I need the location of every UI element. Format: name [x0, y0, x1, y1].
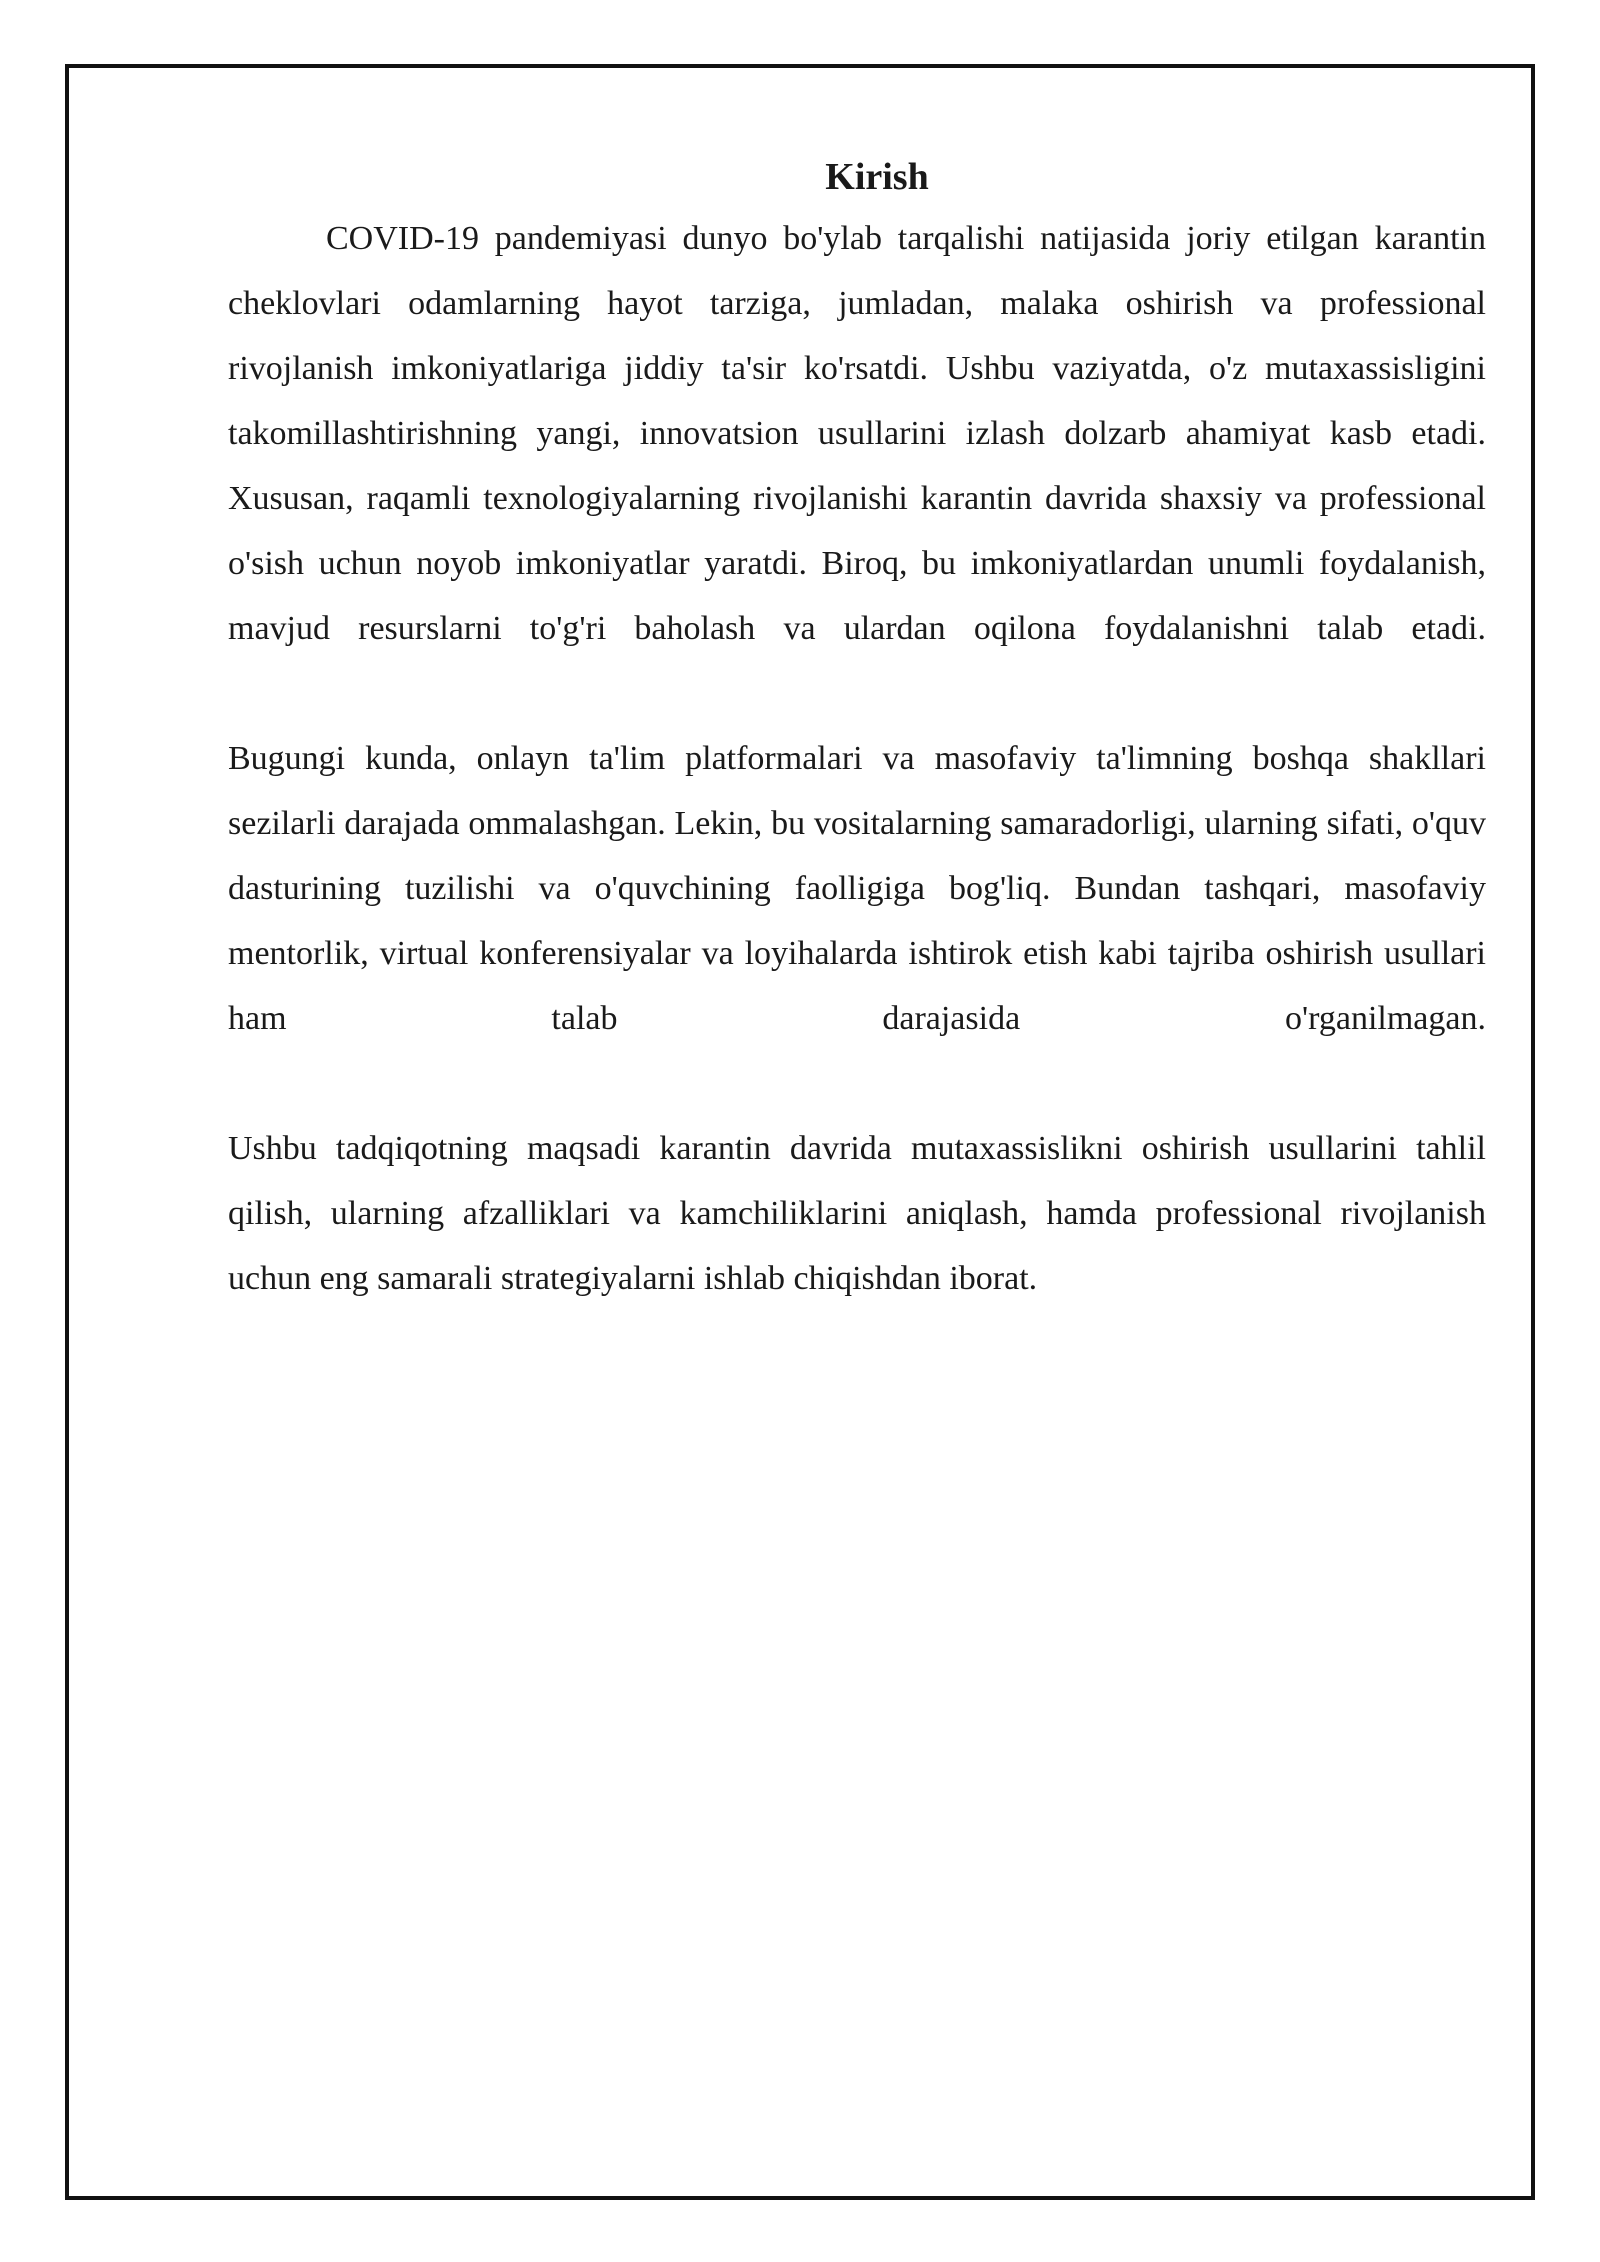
- paragraph-research-goal: Ushbu tadqiqotning maqsadi karantin davrida mutaxassislikni oshirish usullarini tahlil qilish, ularning afzalliklari va kamchiliklarini aniqlash, hamda professional rivojlanish uchun eng samarali strategiyalarni ishlab chiqishdan iborat.: [228, 1130, 1486, 1297]
- paragraph-intro: COVID-19 pandemiyasi dunyo bo'ylab tarqalishi natijasida joriy etilgan karantin cheklovlari odamlarning hayot tarziga, jumladan, malaka oshirish va professional rivojlanish imkoniyatlariga jiddiy ta'sir ko'rsatdi. Ushbu vaziyatda, o'z mutaxassisligini takomillashtirishning yangi, innovatsion usullarini izlash dolzarb ahamiyat kasb etadi. Xususan, raqamli texnologiyalarning rivojlanishi karantin davrida shaxsiy va professional o'sish uchun noyob imkoniyatlar yaratdi. Biroq, bu imkoniyatlardan unumli foydalanish, mavjud resurslarni to'g'ri baholash va ulardan oqilona foydalanishni talab etadi.: [228, 220, 1486, 647]
- paragraph-spacer: [228, 1051, 1486, 1116]
- document-title: Kirish: [825, 156, 929, 198]
- paragraph-spacer: [228, 661, 1486, 726]
- document-body: [228, 148, 1486, 1311]
- paragraph-online-learning: Bugungi kunda, onlayn ta'lim platformalari va masofaviy ta'limning boshqa shakllari sezilarli darajada ommalashgan. Lekin, bu vositalarning samaradorligi, ularning sifati, o'quv dasturining tuzilishi va o'quvchining faolligiga bog'liq. Bundan tashqari, masofaviy mentorlik, virtual konferensiyalar va loyihalarda ishtirok etish kabi tajriba oshirish usullari ham talab darajasida o'rganilmagan.: [228, 740, 1486, 1037]
